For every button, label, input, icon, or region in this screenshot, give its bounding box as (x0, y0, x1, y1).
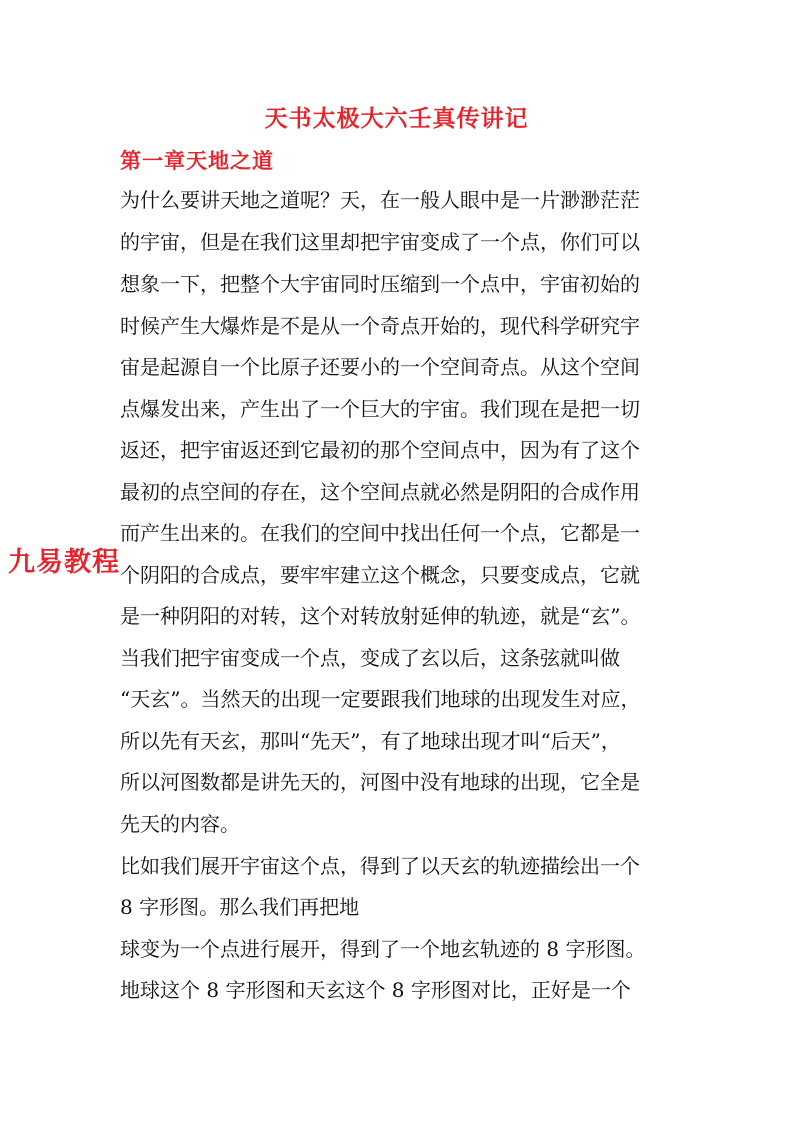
body-line: 比如我们展开宇宙这个点，得到了以天玄的轨迹描绘出一个 (120, 854, 640, 878)
body-line: 地球这个 8 字形图和天玄这个 8 字形图对比，正好是一个 (120, 978, 631, 1002)
body-line: 为什么要讲天地之道呢？天，在一般人眼中是一片渺渺茫茫 (120, 188, 640, 212)
body-line: 最初的点空间的存在，这个空间点就必然是阴阳的合成作用 (120, 480, 640, 504)
body-line: 个阴阳的合成点，要牢牢建立这个概念，只要变成点，它就 (120, 563, 640, 587)
body-line: 点爆发出来，产生出了一个巨大的宇宙。我们现在是把一切 (120, 397, 640, 421)
body-line: 所以河图数都是讲先天的，河图中没有地球的出现，它全是 (120, 770, 640, 794)
body-line: 想象一下，把整个大宇宙同时压缩到一个点中，宇宙初始的 (120, 272, 640, 296)
body-line: 球变为一个点进行展开，得到了一个地玄轨迹的 8 字形图。 (120, 937, 646, 961)
body-line: 8 字形图。那么我们再把地 (120, 895, 360, 919)
body-line: 时候产生大爆炸是不是从一个奇点开始的，现代科学研究宇 (120, 314, 640, 338)
body-line: 当我们把宇宙变成一个点，变成了玄以后，这条弦就叫做 (120, 646, 620, 670)
chapter-heading: 第一章天地之道 (120, 148, 274, 173)
body-line: “天玄”。当然天的出现一定要跟我们地球的出现发生对应， (120, 687, 641, 711)
watermark-logo-text: 九易教程 (8, 547, 120, 578)
body-line: 返还，把宇宙返还到它最初的那个空间点中，因为有了这个 (120, 438, 640, 462)
body-line: 而产生出来的。在我们的空间中找出任何一个点，它都是一 (120, 521, 640, 545)
body-line: 所以先有天玄，那叫“先天”，有了地球出现才叫“后天”， (120, 729, 621, 753)
body-line: 宙是起源自一个比原子还要小的一个空间奇点。从这个空间 (120, 355, 640, 379)
body-line: 先天的内容。 (120, 812, 240, 836)
document-title: 天书太极大六壬真传讲记 (264, 105, 529, 132)
body-line: 是一种阴阳的对转，这个对转放射延伸的轨迹，就是“玄”。 (120, 604, 641, 628)
body-line: 的宇宙，但是在我们这里却把宇宙变成了一个点，你们可以 (120, 230, 640, 254)
